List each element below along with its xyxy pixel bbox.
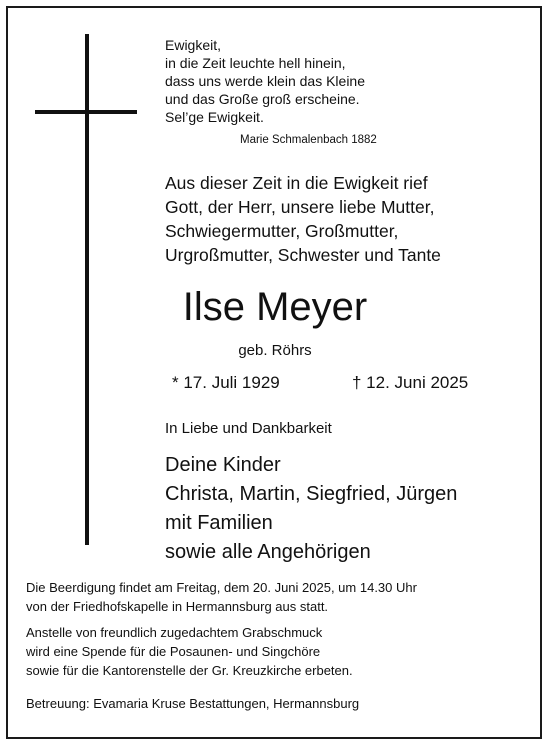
intro-text [165,171,441,267]
poem-line: dass uns werde klein das Kleine [165,73,366,89]
poem-line: und das Große groß erscheine. [165,91,360,107]
donation-line: Anstelle von freundlich zugedachtem Grabschmuck [26,625,323,640]
poem-author: Marie Schmalenbach 1882 [240,134,377,146]
mourner-line: Christa, Martin, Siegfried, Jürgen [165,483,458,505]
death-date: † 12. Juni 2025 [352,373,469,392]
cross-horizontal-bar [35,110,137,114]
birth-date: * 17. Juli 1929 [172,373,280,392]
intro-line: Urgroßmutter, Schwester und Tante [165,245,441,265]
funeral-info [26,578,417,616]
mourners-list [165,451,457,567]
birth-name: geb. Röhrs [238,342,312,359]
thanks-line: In Liebe und Dankbarkeit [165,420,332,437]
poem [165,36,365,126]
intro-line: Aus dieser Zeit in die Ewigkeit rief [165,173,428,193]
mourner-line: sowie alle Angehörigen [165,541,371,563]
donation-line: sowie für die Kantorenstelle der Gr. Kreuzkirche erbeten. [26,663,353,678]
mourner-line: Deine Kinder [165,454,281,476]
donation-line: wird eine Spende für die Posaunen- und Singchöre [26,644,321,659]
poem-line: Ewigkeit, [165,37,222,53]
mourner-line: mit Familien [165,512,273,534]
intro-line: Schwiegermutter, Großmutter, [165,221,399,241]
funeral-home-credit: Betreuung: Evamaria Kruse Bestattungen, Hermannsburg [26,696,360,711]
poem-line: in die Zeit leuchte hell hinein, [165,55,346,71]
deceased-name: Ilse Meyer [182,285,368,329]
donation-info [26,623,353,680]
funeral-line: Die Beerdigung findet am Freitag, dem 20. Juni 2025, um 14.30 Uhr [26,580,417,595]
funeral-line: von der Friedhofskapelle in Hermannsburg aus statt. [26,599,329,614]
intro-line: Gott, der Herr, unsere liebe Mutter, [165,197,435,217]
poem-line: Sel’ge Ewigkeit. [165,109,264,125]
